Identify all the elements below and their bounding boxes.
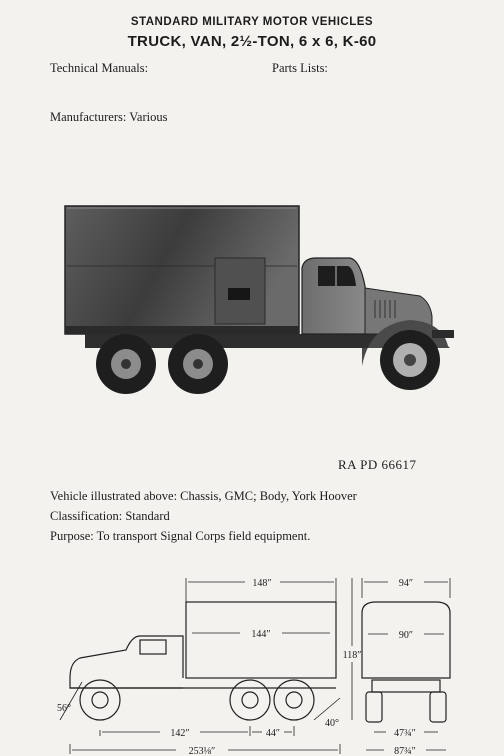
- vehicle-title: TRUCK, VAN, 2½-TON, 6 x 6, K-60: [127, 33, 377, 50]
- dimension-drawing: [0, 558, 504, 756]
- purpose-line: Purpose: To transport Signal Corps field equipment.: [50, 529, 311, 543]
- dim-wheelbase: 142″: [170, 728, 190, 739]
- vehicle-illustrated-line: Vehicle illustrated above: Chassis, GMC; Body, York Hoover: [50, 489, 357, 503]
- side-body-outline: [186, 602, 336, 678]
- dim-tread: 47¾″: [394, 728, 416, 739]
- dim-approach-angle: 56°: [57, 703, 71, 714]
- dim-axle-spacing: 44″: [265, 728, 281, 739]
- dim-overall-width: 87¾″: [394, 746, 416, 756]
- dim-body-width: 94″: [398, 578, 414, 589]
- vehicle-photo: [50, 196, 465, 410]
- parts-lists-label: Parts Lists:: [272, 61, 328, 75]
- dim-inner-width: 90″: [398, 630, 414, 641]
- photo-reference: RA PD 66617: [338, 457, 417, 472]
- dim-overall-length: 253⅛″: [188, 746, 216, 756]
- rear-wheel-1: [96, 334, 156, 394]
- dim-inner-length: 144″: [251, 629, 271, 640]
- dim-body-length: 148″: [252, 578, 272, 589]
- rear-wheel-2: [168, 334, 228, 394]
- classification-line: Classification: Standard: [50, 509, 170, 523]
- dim-height: 118″: [342, 650, 362, 661]
- front-wheel: [380, 330, 440, 390]
- technical-manuals-label: Technical Manuals:: [50, 61, 149, 75]
- manufacturers-label: Manufacturers: Various: [50, 110, 168, 124]
- series-title: STANDARD MILITARY MOTOR VEHICLES: [130, 16, 374, 28]
- dim-departure-angle: 40°: [325, 718, 339, 729]
